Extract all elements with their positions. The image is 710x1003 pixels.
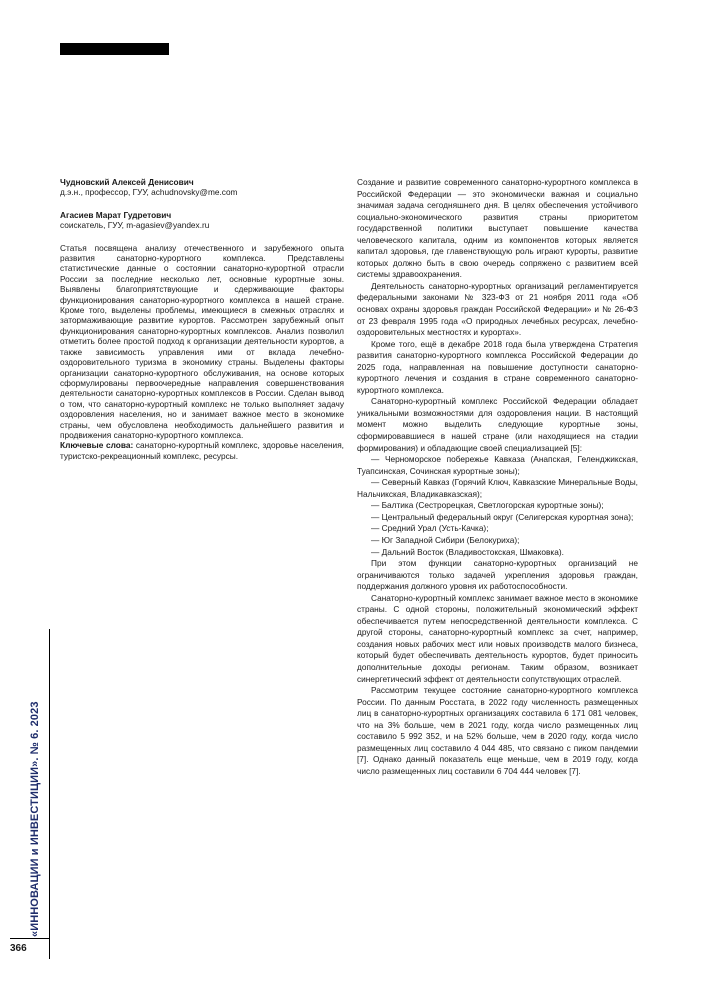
list-item: — Дальний Восток (Владивостокская, Шмаковка). <box>371 546 564 557</box>
margin-horizontal-rule <box>10 938 50 939</box>
body-paragraph: Санаторно-курортный комплекс Российской Федерации обладает уникальными возможностями для оздоровления нации. В настоящий момент можно выделить следующие курортные зоны, сформировавшиеся в нашей стране (или находящиеся на стадии формирования) и обладающие своей специализацией [5]: <box>357 396 638 453</box>
page-number: 366 <box>10 943 27 954</box>
journal-label: «ИННОВАЦИИ и ИНВЕСТИЦИИ». № 6. 2023 <box>29 701 41 937</box>
keywords <box>60 440 344 461</box>
article-body <box>357 177 638 777</box>
author-2 <box>60 210 344 231</box>
body-paragraph: При этом функции санаторно-курортных организаций не ограничиваются только задачей укрепления здоровья граждан, поддержания должного уровня их работоспособности. <box>357 558 638 592</box>
author-1 <box>60 177 344 198</box>
keywords-label: Ключевые слова: <box>60 440 134 451</box>
abstract: Статья посвящена анализу отечественного и зарубежного опыта развития санаторно-курортного комплекса. Представлены статистические данные о состоянии санаторно-курортной отрасли России за последние несколько лет, основные курортные зоны. Выявлены благоприятствующие и сдерживающие факторы функционирования санаторно-курортного комплекса в нашей стране. Кроме того, выделены проблемы, имеющиеся в смежных отраслях и затормаживающие развитие курортов. Рассмотрен зарубежный опыт функционирования санаторно-курортных комплексов. Анализ позволил отметить более простой подход к организации деятельности курортов, а также зависимость управления ими от вклада лечебно-оздоровительного туризма в экономику страны. Выделены факторы организации санаторно-курортного обслуживания, на основе которых сформулированы первоочередные направления совершенствования деятельности санаторно-курортных комплексов в России. Сделан вывод о том, что санаторно-курортный комплекс не только выполняет задачу оздоровления населения, но и занимает важное место в экономике страны, чем обусловлена необходимость дальнейшего развития и продвижения санаторно-курортного комплекса. <box>60 242 344 440</box>
list-item: — Балтика (Сестрорецкая, Светлогорская курортные зоны); <box>371 500 604 511</box>
author-name: Чудновский Алексей Денисович <box>60 177 194 187</box>
author-details: д.э.н., профессор, ГУУ, achudnovsky@me.com <box>60 187 238 198</box>
keywords-text: санаторно-курортный комплекс, здоровье населения, туристско-рекреационный комплекс, ресурсы. <box>60 440 344 461</box>
body-paragraph: Деятельность санаторно-курортных организаций регламентируется федеральными законами № 323-ФЗ от 21 ноября 2011 года «Об основах охраны здоровья граждан Российской Федерации» и № 26-ФЗ от 23 февраля 1995 года «О природных лечебных ресурсах, лечебно-оздоровительных местностях и курортах». <box>357 280 638 338</box>
author-name: Агасиев Марат Гудретович <box>60 209 172 220</box>
list-item: — Черноморское побережье Кавказа (Анапская, Геленджикская, Туапсинская, Сочинская курортные зоны); <box>357 454 638 476</box>
list-item: — Средний Урал (Усть-Качка); <box>371 523 489 534</box>
article-front-matter <box>60 177 344 461</box>
list-item: — Юг Западной Сибири (Белокуриха); <box>371 534 520 545</box>
body-paragraph: Санаторно-курортный комплекс занимает важное место в экономике страны. С одной стороны, положительный экономический эффект обеспечивается путем непосредственной деятельности комплекса. С другой стороны, санаторно-курортный комплекс за счет, например, создания новых рабочих мест или новых производств малого бизнеса, который будет обеспечивать деятельность курортов, будет приносить дополнительные доходы регионам. Таким образом, возникает синергетический эффект от деятельности сопутствующих отраслей. <box>357 592 638 684</box>
header-black-bar <box>60 43 169 55</box>
body-paragraph: Рассмотрим текущее состояние санаторно-курортного комплекса России. По данным Росстата, в 2022 году численность размещенных лиц в санаторно-курортных организациях составила 6 171 081 человек, что на 3% больше, чем в 2021 году, когда число размещенных лиц составило 5 992 352, и на 52% больше, чем в 2020 году, когда число размещенных лиц составило 4 044 485, что связано с пиком пандемии [7]. Однако данный показатель еще меньше, чем в 2019 году, когда число размещенных лиц составили 6 704 444 человек [7]. <box>357 685 638 776</box>
list-item: — Центральный федеральный округ (Селигерская курортная зона); <box>371 511 634 522</box>
margin-vertical-rule <box>49 629 50 959</box>
list-item: — Северный Кавказ (Горячий Ключ, Кавказские Минеральные Воды, Нальчикская, Владикавказская); <box>357 477 638 499</box>
author-details: соискатель, ГУУ, m-agasiev@yandex.ru <box>60 220 210 231</box>
body-paragraph: Создание и развитие современного санаторно-курортного комплекса в Российской Федерации — это экономически важная и социально значимая задача сегодняшнего дня. В целях обеспечения устойчивого социально-экономического развития страны приоритетом государственной политики выступает повышение качества человеческого капитала, одним из компонентов которых является капитал здоровья, где главенствующую роль играют курорты, развитие которых должно быть в свою очередь сопряжено с развитием всей системы здравоохранения. <box>357 177 638 280</box>
body-paragraph: Кроме того, ещё в декабре 2018 года была утверждена Стратегия развития санаторно-курортного комплекса Российской Федерации до 2025 года, направленная на повышение доступности санаторно-курортного лечения и создания в стране современного санаторно-курортного комплекса. <box>357 338 638 395</box>
